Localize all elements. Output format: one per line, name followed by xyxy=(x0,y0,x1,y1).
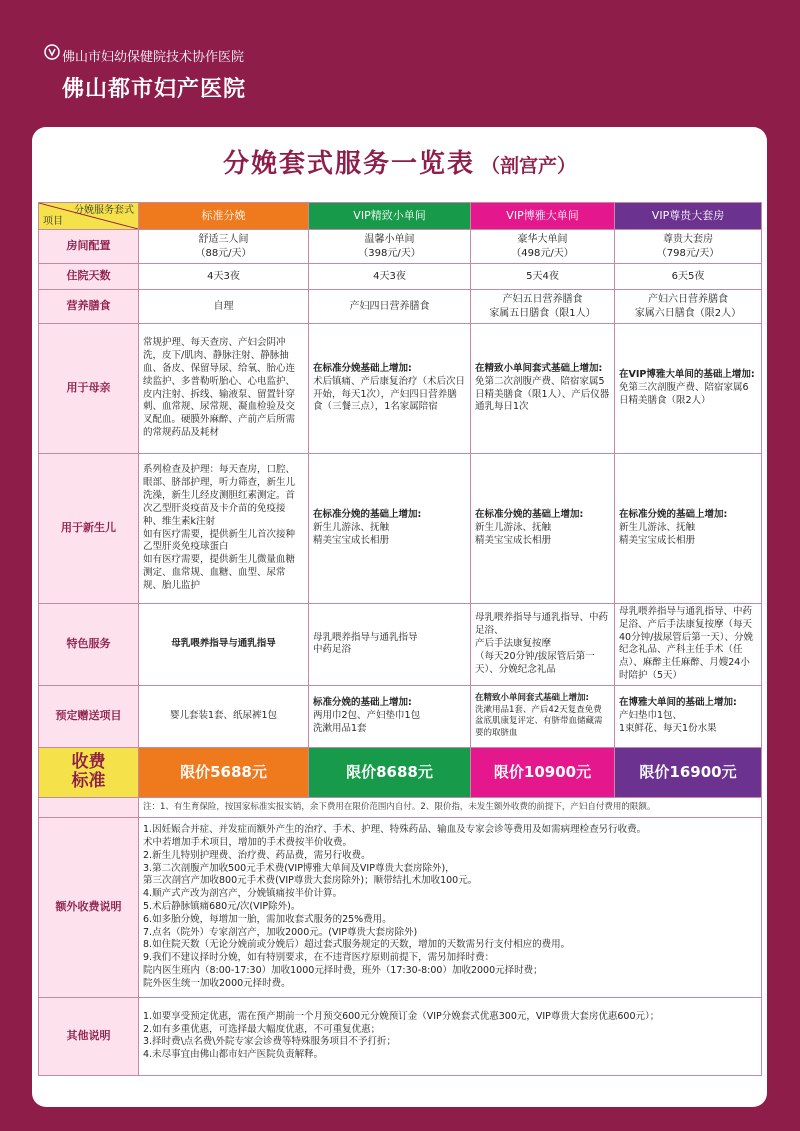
price-note: 注：1、有生育保险，按国家标准实报实销，余下费用在限价范围内自付。2、限价指，未发生额外收费的前提下，产妇自付费用的限额。 xyxy=(139,797,762,817)
row-label: 用于新生儿 xyxy=(39,454,139,604)
list-item: 7.点名（院外）专家剖宫产，加收2000元。(VIP尊贵大套房除外) xyxy=(143,926,418,938)
col-vip-small: VIP精致小单间 xyxy=(309,203,471,230)
row-extra xyxy=(39,817,762,997)
cell-line: 新生儿游泳、抚触 xyxy=(619,522,696,534)
days-cell: 5天4夜 xyxy=(471,264,615,290)
meals-line: 家属六日膳食（限2人） xyxy=(634,307,742,319)
cell-heading: 在标准分娩的基础上增加: xyxy=(475,509,584,521)
room-cell xyxy=(139,230,309,264)
corner-top-label: 分娩服务套式 xyxy=(74,205,134,216)
cell-line: 新生儿游泳、抚触 xyxy=(313,522,390,534)
room-price: （498元/天） xyxy=(511,247,574,259)
row-newborn xyxy=(39,454,762,604)
cell-heading: 在精致小单间套式基础上增加: xyxy=(475,362,603,374)
list-item: 8.如住院天数（无论分娩前或分娩后）超过套式服务规定的天数，增加的天数需另行支付相应的费用。 xyxy=(143,939,571,951)
newborn-standard: 系列检查及护理：每天查房，口腔、眼部、脐部护理，听力筛查，新生儿洗澡，新生儿经皮测胆红素测定。首次乙型肝炎疫苗及卡介苗的免疫接种、维生素k注射 如有医疗需要，提供新生儿首次接种乙型肝炎免疫球蛋白 如有医疗需要，提供新生儿微量血糖测定、血常规、血糖、血型、尿常规、胎儿监护 xyxy=(139,454,309,604)
row-label: 额外收费说明 xyxy=(39,817,139,997)
cell-heading: 在标准分娩的基础上增加: xyxy=(619,509,728,521)
room-cell xyxy=(309,230,471,264)
room-price: （798元/天） xyxy=(656,247,720,259)
row-label: 住院天数 xyxy=(39,264,139,290)
gifts-vip-suite xyxy=(615,685,762,747)
row-room xyxy=(39,230,762,264)
room-price: （398元/天） xyxy=(358,247,421,259)
list-item: 3.第二次剖腹产加收500元手术费(VIP博雅大单间及VIP尊贵大套房除外)， xyxy=(143,862,455,874)
list-item: 第三次剖宫产加收800元手术费(VIP尊贵大套房除外)；顺带结扎术加收100元。 xyxy=(143,875,478,887)
special-vip-suite: 母乳喂养指导与通乳指导、中药足浴、产后手法康复按摩（每天40分钟/拔尿管后第一天）、分娩纪念礼品、产科主任手术（任点）、麻醉主任麻醉、月嫂24小时陪护（5天） xyxy=(615,604,762,686)
row-other xyxy=(39,997,762,1075)
other-notes-list xyxy=(139,997,762,1075)
row-mother xyxy=(39,324,762,454)
cell-body: 两用巾2包、产妇垫巾1包 洗漱用品1套 xyxy=(313,709,421,734)
list-item: 4.顺产式产改为剖宫产，分娩镇痛按半价计算。 xyxy=(143,888,343,900)
note-spacer xyxy=(39,797,139,817)
cell-heading: 在精致小单间套式基础上增加: xyxy=(475,693,589,704)
row-note xyxy=(39,797,762,817)
newborn-vip-small xyxy=(309,454,471,604)
page-title xyxy=(32,143,767,180)
title-main: 分娩套式服务一览表 xyxy=(222,149,475,179)
days-cell: 6天5夜 xyxy=(615,264,762,290)
days-cell: 4天3夜 xyxy=(309,264,471,290)
price-label xyxy=(39,747,139,797)
meals-cell: 产妇四日营养膳食 xyxy=(309,290,471,324)
price-standard: 限价5688元 xyxy=(139,747,309,797)
price-vip-large: 限价10900元 xyxy=(471,747,615,797)
price-label-line: 标准 xyxy=(71,771,106,792)
table-header-row xyxy=(39,203,762,230)
room-name: 温馨小单间 xyxy=(364,234,415,245)
list-item: 术中若增加手术项目，增加的手术费按半价收费。 xyxy=(143,836,353,848)
newborn-vip-suite xyxy=(615,454,762,604)
cell-body: 术后镇痛、产后康复治疗（术后次日开始，每天1次），产妇四日营养膳食（三餐三点），1名家属陪宿 xyxy=(313,375,466,413)
meals-cell: 自理 xyxy=(139,290,309,324)
hospital-logo-icon xyxy=(44,44,60,60)
list-item: 4.未尽事宜由佛山都市妇产医院负责解释。 xyxy=(143,1049,324,1061)
cell-body: 免第三次剖腹产费、陪宿家属6日精美膳食（限2人） xyxy=(619,382,749,406)
col-vip-suite: VIP尊贵大套房 xyxy=(615,203,762,230)
list-item: 1.如要享受预定优惠，需在预产期前一个月预交600元分娩预订金（VIP分娩套式优惠300元，VIP尊贵大套房优惠600元）； xyxy=(143,1010,660,1022)
title-sub: （剖宫产） xyxy=(481,155,577,177)
cell-heading: 在博雅大单间的基础上增加: xyxy=(619,697,737,709)
cell-line: 精美宝宝成长相册 xyxy=(619,534,696,546)
row-label: 预定赠送项目 xyxy=(39,685,139,747)
row-label: 用于母亲 xyxy=(39,324,139,454)
list-item: 6.如多胎分娩，每增加一胎，需加收套式服务的25%费用。 xyxy=(143,913,392,925)
cell-heading: 在标准分娩基础上增加: xyxy=(313,362,412,374)
row-label: 其他说明 xyxy=(39,997,139,1075)
room-price: （88元/天） xyxy=(195,247,252,259)
cell-heading: 在标准分娩的基础上增加: xyxy=(313,509,422,521)
gifts-standard: 婴儿套装1套、纸尿裤1包 xyxy=(139,685,309,747)
mother-standard: 常规护理、每天查房、产妇会阴冲洗，皮下/肌肉、静脉注射、静脉抽血、备皮、保留导尿、给氧、胎心连续监护、多普勒听胎心、心电监护、皮内注射、拆线、输液泵、留置针穿刺、血常规、尿常规、凝血检验及交叉配血。硬膜外麻醉、产前产后所需的常规药品及耗材 xyxy=(139,324,309,454)
list-item: 5.术后静脉镇痛680元/次(VIP除外)。 xyxy=(143,900,301,912)
mother-vip-small xyxy=(309,324,471,454)
meals-line: 产妇五日营养膳食 xyxy=(502,294,583,305)
cell-line: 精美宝宝成长相册 xyxy=(313,534,390,546)
list-item: 院外医生统一加收2000元择时费。 xyxy=(143,977,291,989)
row-label: 营养膳食 xyxy=(39,290,139,324)
col-standard: 标准分娩 xyxy=(139,203,309,230)
row-label: 特色服务 xyxy=(39,604,139,686)
list-item: 院内医生班内（8:00-17:30）加收1000元择时费，班外（17:30-8:00）加收2000元择时费； xyxy=(143,965,543,977)
cell-heading: 标准分娩的基础上增加: xyxy=(313,697,412,709)
meals-line: 家属五日膳食（限1人） xyxy=(489,307,596,319)
mother-vip-large xyxy=(471,324,615,454)
list-item: 2.新生儿特别护理费、治疗费、药品费，需另行收费。 xyxy=(143,849,371,861)
cell-heading: 在VIP博雅大单间的基础上增加: xyxy=(619,369,755,381)
hospital-subtitle: 佛山市妇幼保健院技术协作医院 xyxy=(62,50,245,65)
row-meals xyxy=(39,290,762,324)
cell-body: 免第二次剖腹产费、陪宿家属5日精美膳食（限1人）、产后仪器通乳每日1次 xyxy=(475,375,610,413)
row-label: 房间配置 xyxy=(39,230,139,264)
list-item: 2.如有多重优惠，可选择最大幅度优惠，不可重复优惠； xyxy=(143,1023,381,1035)
cell-body: 产妇垫巾1包、 1束鲜花、每天1份水果 xyxy=(619,709,717,734)
room-name: 尊贵大套房 xyxy=(663,234,713,245)
row-days xyxy=(39,264,762,290)
mother-vip-suite xyxy=(615,324,762,454)
list-item: 9.我们不建议择时分娩，如有特别要求，在不违背医疗原则前提下，需另加择时费： xyxy=(143,952,495,964)
meals-cell xyxy=(615,290,762,324)
table-corner xyxy=(39,203,139,230)
row-special xyxy=(39,604,762,686)
row-gifts xyxy=(39,685,762,747)
service-table xyxy=(38,202,762,1076)
room-name: 舒适三人间 xyxy=(198,234,249,245)
meals-cell xyxy=(471,290,615,324)
price-label-line: 收费 xyxy=(71,751,106,772)
newborn-vip-large xyxy=(471,454,615,604)
price-vip-suite: 限价16900元 xyxy=(615,747,762,797)
room-name: 豪华大单间 xyxy=(517,234,568,245)
special-standard: 母乳喂养指导与通乳指导 xyxy=(139,604,309,686)
cell-line: 新生儿游泳、抚触 xyxy=(475,522,552,534)
meals-line: 产妇六日营养膳食 xyxy=(648,294,728,305)
hospital-name: 佛山都市妇产医院 xyxy=(62,77,247,102)
corner-bottom-label: 项目 xyxy=(43,215,63,227)
extra-fees-list xyxy=(139,817,762,997)
col-vip-large: VIP博雅大单间 xyxy=(471,203,615,230)
cell-body: 洗漱用品1套、产后42天复查免费盆底肌康复评定、有脐带血储藏需要的取脐血 xyxy=(475,704,603,738)
special-vip-large: 母乳喂养指导与通乳指导、中药足浴、 产后手法康复按摩 （每天20分钟/拔尿管后第一天）、分娩纪念礼品 xyxy=(471,604,615,686)
room-cell xyxy=(471,230,615,264)
cell-line: 精美宝宝成长相册 xyxy=(475,534,552,546)
list-item: 1.因妊娠合并症、并发症而额外产生的治疗、手术、护理、特殊药品、输血及专家会诊等费用及如需病理检查另行收费。 xyxy=(143,824,647,836)
gifts-vip-small xyxy=(309,685,471,747)
days-cell: 4天3夜 xyxy=(139,264,309,290)
price-vip-small: 限价8688元 xyxy=(309,747,471,797)
special-vip-small: 母乳喂养指导与通乳指导 中药足浴 xyxy=(309,604,471,686)
gifts-vip-large xyxy=(471,685,615,747)
room-cell xyxy=(615,230,762,264)
row-price xyxy=(39,747,762,797)
list-item: 3.择时费\点名费\外院专家会诊费等特殊服务项目不予打折； xyxy=(143,1036,396,1048)
